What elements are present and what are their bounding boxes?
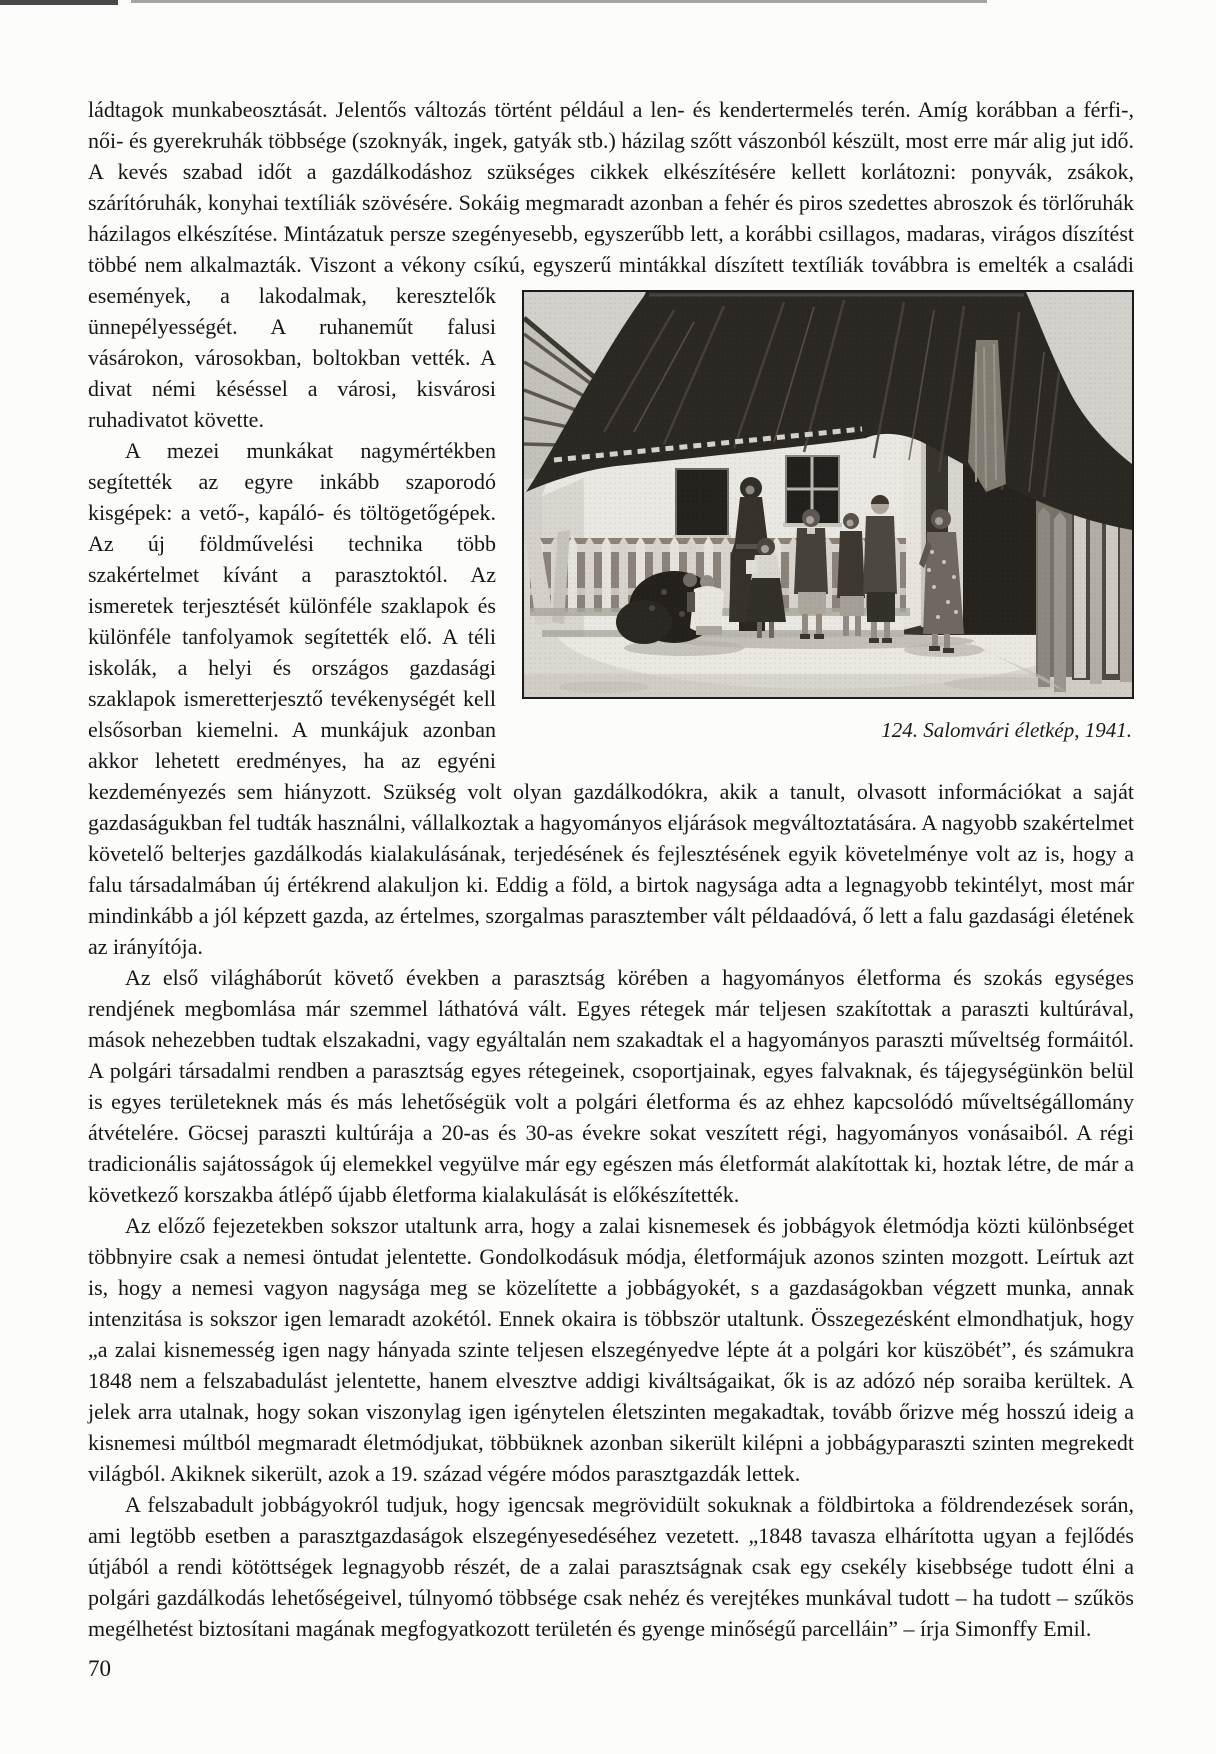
paragraph-1-part-b: mintákkal díszített textíliák továbbra is emelték a családi események, a lakodalmak, keresztelők ünnepélyességét. A ruhaneműt falusi vásárokon, városokban, boltokban vették. A divat némi késéssel a városi, kisvárosi ruhadivatot követte. xyxy=(88,252,1134,432)
paragraph-3: Az első világháborút követő években a parasztság körében a hagyományos életforma és szokás egységes rendjének megbomlása már szemmel láthatóvá vált. Egyes rétegek már teljesen szakítottak a paraszti kultúrával, mások nehezebben tudtak elszakadni, vagy egyáltalán nem szakadtak el a hagyományos paraszti műveltség formáitól. A polgári társadalmi rendben a parasztság egyes rétegeinek, csoportjainak, egyes falvaknak, és tájegységünkön belül is egyes területeknek más és más lehetőségük volt a polgári életforma és az ehhez kapcsolódó műveltségállomány átvételére. Göcsej paraszti kultúrája a 20-as és 30-as évekre sokat veszített régi, hagyományos vonásaiból. A régi tradicionális sajátosságok új elemekkel vegyülve már egy egészen más életformát alakítottak ki, hoztak létre, de már a következő korszakba átlépő újabb életforma kialakulását is előkészítették. xyxy=(88,965,1134,1207)
thatched-house-photo xyxy=(524,292,1132,697)
scan-artifact-line-dark xyxy=(0,0,118,5)
paragraph-1-part-a: ládtagok munkabeosztását. Jelentős változás történt például a len- és kendertermelés terén. Amíg korábban a férfi-, női- és gyerekruhák többsége (szoknyák, ingek, gatyák stb.) házilag szőtt vászonból készült, most erre már alig jut idő. A kevés szabad időt a gazdálkodáshoz szükséges cikkek elkészítésére kellett korlátozni: ponyvák, zsákok, szárítóruhák, konyhai textíliák szövésére. Sokáig megmaradt azonban a fehér és piros szedettes abroszok és törlőruhák házilagos elkészítése. Mintázatuk persze szegényesebb, egyszerűbb lett, a korábbi csillagos, madaras, virágos díszítést többé nem alkalmazták. Viszont a vékony csíkú, egyszerű xyxy=(88,97,1134,277)
photo-caption: 124. Salomvári életkép, 1941. xyxy=(881,718,1132,742)
photo-thatched-house xyxy=(522,290,1134,699)
paragraph-2: A mezei munkákat nagymértékben segítették az egyre inkább szaporodó kisgépek: a vető-, kapáló- és töltögetőgépek. Az új földművelési technika több szakértelmet kívánt a parasztoktól. Az ismeretek terjesztését különféle szaklapok és különféle tanfolyamok segítették elő. A téli iskolák, a helyi és országos gazdasági szaklapok ismeretterjesztő tevékenységét kell elsősorban kiemelni. A munkájuk azonban akkor lehetett eredményes, ha az egyéni kezdeményezés sem hiányzott. Szükség volt olyan gazdálkodókra, akik a tanult, olvasott információkat a saját gazdaságukban fel tudták használni, vállalkoztak a hagyományos eljárások megváltoztatására. A nagyobb szakértelmet követelő belterjes gazdálkodás kialakulásának, terjedésének és fejlesztésének egyik követelménye volt az is, hogy a falu társadalmában új értékrend alakuljon ki. Eddig a föld, a birtok nagysága adta a legnagyobb tekintélyt, most már mindinkább a jól képzett gazda, az értelmes, szorgalmas parasztember vált példaadóvá, ő lett a falu gazdasági életének az irányítója. xyxy=(88,438,1134,959)
scan-artifact-line-light xyxy=(131,0,987,3)
paragraph-5: A felszabadult jobbágyokról tudjuk, hogy igencsak megrövidült sokuknak a földbirtoka a földrendezések során, ami legtöbb esetben a parasztgazdaságok elszegényesedéséhez vezetett. „1848 tavasza elhárította ugyan a fejlődés útjából a rendi kötöttségek legnagyobb részét, de a zalai parasztságnak csak egy csekély kisebbsége tudott élni a polgári gazdálkodás lehetőségeivel, túlnyomó többsége csak nehéz és verejtékes munkával tudott – ha tudott – szűkös megélhetést biztosítani magának megfogyatkozott területén és gyenge minőségű parcelláin” – írja Simonffy Emil. xyxy=(88,1492,1134,1641)
photo-figure xyxy=(522,290,1134,746)
paragraph-4: Az előző fejezetekben sokszor utaltunk arra, hogy a zalai kisnemesek és jobbágyok életmódja közti különbséget többnyire csak a nemesi öntudat jelentette. Gondolkodásuk módja, életformájuk azonos szinten mozgott. Leírtuk azt is, hogy a nemesi vagyon nagysága meg se közelítette a jobbágyokét, s a gazdaságokban végzett munka, annak intenzitása is sokszor igen lemaradt azokétól. Ennek okaira is többször utaltunk. Összegezésként elmondhatjuk, hogy „a zalai kisnemesség igen nagy hányada szinte teljesen elszegényedve lépte át a polgári kor küszöbét”, és számukra 1848 nem a felszabadulást jelentette, hanem elvesztve addigi kiváltságaikat, ők is az adózó nép soraiba kerültek. A jelek arra utalnak, hogy sokan viszonylag igen igénytelen életszinten megakadtak, tovább őrizve még hosszú ideig a kisnemesi múltból megmaradt életmódjukat, többüknek azonban sikerült kilépni a jobbágyparaszti szinten megrekedt világból. Akiknek sikerült, azok a 19. század végére módos parasztgazdák lettek. xyxy=(88,1213,1134,1486)
body-text xyxy=(88,94,1134,1644)
page-number: 70 xyxy=(88,1656,111,1681)
